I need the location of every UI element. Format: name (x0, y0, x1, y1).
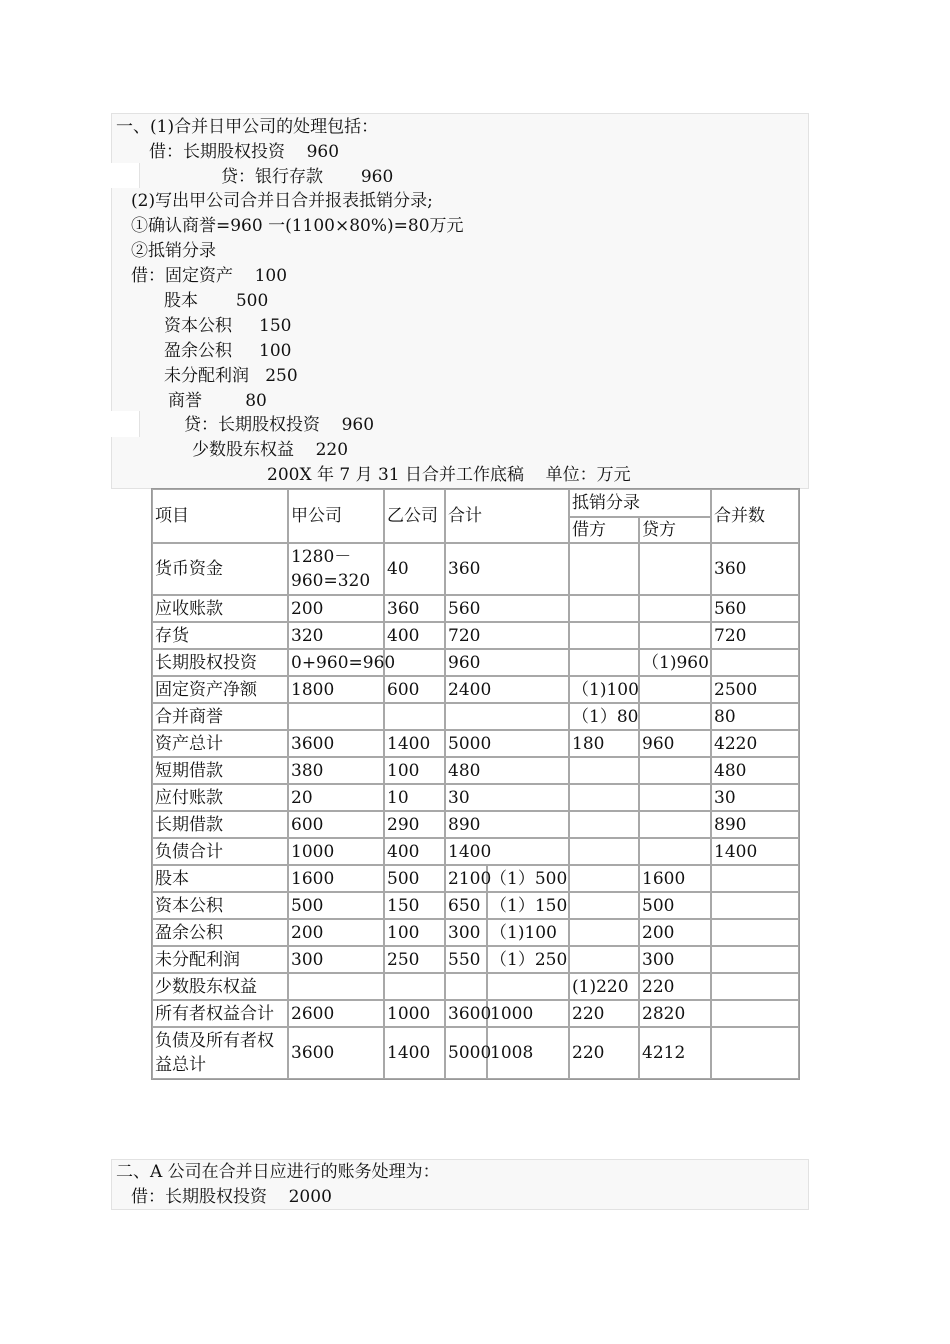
cell-debit: （1)100 (569, 676, 639, 703)
section2-heading: 二、A 公司在合并日应进行的账务处理为： (116, 1162, 440, 1182)
cell-credit (639, 757, 711, 784)
cell-company-b: 100 (384, 757, 445, 784)
cell-credit (639, 595, 711, 622)
cell-empty (711, 919, 799, 946)
elimination-line: 资本公积 150 (164, 316, 292, 336)
table-row (152, 1027, 799, 1079)
table-row (152, 730, 799, 757)
cell-debit: 1000 (487, 1000, 569, 1027)
cell-company-a: 1800 (288, 676, 384, 703)
cell-total (445, 703, 569, 730)
cell-debit (569, 838, 639, 865)
cell-total: 360 (445, 543, 569, 595)
cell-item: 所有者权益合计 (152, 1000, 288, 1027)
cell-consolidated: 1600 (639, 865, 711, 892)
table-row (152, 595, 799, 622)
cell-debit: （1）250 (487, 946, 569, 973)
panel-notch (111, 411, 140, 437)
cell-consolidated: 1400 (711, 838, 799, 865)
cell-company-b (384, 703, 445, 730)
table-row (152, 622, 799, 649)
cell-debit: 1008 (487, 1027, 569, 1079)
cell-item: 合并商誉 (152, 703, 288, 730)
cell-company-b: 1400 (384, 1027, 445, 1079)
cell-consolidated: 80 (711, 703, 799, 730)
cell-total: 550 (445, 946, 487, 973)
cell-item: 少数股东权益 (152, 973, 288, 1000)
cell-company-b: 500 (384, 865, 445, 892)
cell-credit: 960 (639, 730, 711, 757)
cell-company-a: 320 (288, 622, 384, 649)
cell-credit (569, 946, 639, 973)
cell-credit (569, 865, 639, 892)
cell-consolidated: 220 (639, 973, 711, 1000)
table-row (152, 892, 799, 919)
cell-debit (569, 543, 639, 595)
cell-company-b: 400 (384, 622, 445, 649)
cell-company-a: 2600 (288, 1000, 384, 1027)
cell-company-a: 1000 (288, 838, 384, 865)
table-row (152, 757, 799, 784)
cell-credit (569, 919, 639, 946)
table-row (152, 676, 799, 703)
cell-item: 短期借款 (152, 757, 288, 784)
cell-company-b: 290 (384, 811, 445, 838)
cell-empty (711, 865, 799, 892)
table-row (152, 811, 799, 838)
cell-consolidated: 2500 (711, 676, 799, 703)
cell-company-b: 360 (384, 595, 445, 622)
cell-consolidated: 720 (711, 622, 799, 649)
cell-credit (569, 892, 639, 919)
cell-company-b: 600 (384, 676, 445, 703)
table-row (152, 919, 799, 946)
cell-company-a: 500 (288, 892, 384, 919)
cell-total: 720 (445, 622, 569, 649)
cell-consolidated: 4212 (639, 1027, 711, 1079)
cell-item: 应付账款 (152, 784, 288, 811)
header-total: 合计 (445, 489, 569, 543)
cell-credit (639, 838, 711, 865)
table-row (152, 1000, 799, 1027)
cell-credit: （1)960 (639, 649, 711, 676)
cell-company-a: 3600 (288, 730, 384, 757)
cell-company-a (288, 703, 384, 730)
table-row (152, 649, 799, 676)
cell-total: 30 (445, 784, 569, 811)
cell-company-b: 40 (384, 543, 445, 595)
cell-credit (639, 676, 711, 703)
header-consolidated: 合并数 (711, 489, 799, 543)
table-row (152, 784, 799, 811)
cell-company-a (288, 973, 384, 1000)
cell-item: 应收账款 (152, 595, 288, 622)
cell-company-a: 0+960=960 (288, 649, 384, 676)
cell-company-b: 150 (384, 892, 445, 919)
header-company-b: 乙公司 (384, 489, 445, 543)
cell-debit (569, 784, 639, 811)
elimination-debit-line: 借：固定资产 100 (131, 266, 288, 286)
cell-credit (639, 811, 711, 838)
cell-item: 股本 (152, 865, 288, 892)
cell-company-a: 1600 (288, 865, 384, 892)
cell-company-b: 1400 (384, 730, 445, 757)
cell-credit: (1)220 (569, 973, 639, 1000)
worksheet-title: 200X 年 7 月 31 日合并工作底稿 单位：万元 (267, 465, 631, 485)
header-item: 项目 (152, 489, 288, 543)
cell-total: 2100 (445, 865, 487, 892)
cell-empty (711, 1000, 799, 1027)
cell-consolidated: 2820 (639, 1000, 711, 1027)
cell-company-a: 200 (288, 919, 384, 946)
cell-debit (569, 622, 639, 649)
section1-heading: 一、(1)合并日甲公司的处理包括： (116, 117, 379, 137)
cell-debit: （1)100 (487, 919, 569, 946)
cell-company-b (384, 973, 445, 1000)
cell-item: 资产总计 (152, 730, 288, 757)
cell-credit (639, 703, 711, 730)
cell-total: 960 (445, 649, 569, 676)
cell-credit: 220 (569, 1000, 639, 1027)
table-body (152, 543, 799, 1079)
cell-empty (711, 946, 799, 973)
cell-debit (487, 973, 569, 1000)
cell-total: 890 (445, 811, 569, 838)
cell-company-b: 100 (384, 919, 445, 946)
cell-company-a: 3600 (288, 1027, 384, 1079)
table-row (152, 865, 799, 892)
elimination-line: 少数股东权益 220 (192, 440, 349, 460)
elimination-heading: ②抵销分录 (131, 241, 216, 261)
cell-item: 未分配利润 (152, 946, 288, 973)
cell-company-a: 1280－960=320 (288, 543, 384, 595)
cell-consolidated: 560 (711, 595, 799, 622)
cell-consolidated: 4220 (711, 730, 799, 757)
cell-company-b: 1000 (384, 1000, 445, 1027)
cell-consolidated (711, 649, 799, 676)
table-row (152, 946, 799, 973)
cell-total: 560 (445, 595, 569, 622)
elimination-line: 盈余公积 100 (164, 341, 292, 361)
cell-empty (711, 892, 799, 919)
cell-total: 5000 (445, 730, 569, 757)
table-row (152, 703, 799, 730)
cell-item: 资本公积 (152, 892, 288, 919)
cell-company-a: 600 (288, 811, 384, 838)
cell-debit: 180 (569, 730, 639, 757)
cell-consolidated: 200 (639, 919, 711, 946)
table-header-row (152, 489, 799, 517)
table-row (152, 543, 799, 595)
cell-debit (569, 649, 639, 676)
cell-debit (569, 811, 639, 838)
cell-consolidated: 360 (711, 543, 799, 595)
header-company-a: 甲公司 (288, 489, 384, 543)
cell-total: 300 (445, 919, 487, 946)
cell-item: 长期股权投资 (152, 649, 288, 676)
cell-credit (639, 543, 711, 595)
cell-credit: 220 (569, 1027, 639, 1079)
cell-debit (569, 757, 639, 784)
section2-debit-line: 借：长期股权投资 2000 (131, 1187, 332, 1207)
section1-subheading: (2)写出甲公司合并日合并报表抵销分录; (131, 191, 433, 211)
cell-item: 固定资产净额 (152, 676, 288, 703)
journal-debit-line: 借：长期股权投资 960 (149, 142, 340, 162)
journal-credit-line: 贷：银行存款 960 (221, 167, 394, 187)
elimination-line: 未分配利润 250 (164, 366, 298, 386)
cell-total: 480 (445, 757, 569, 784)
cell-debit: （1）500 (487, 865, 569, 892)
cell-consolidated: 890 (711, 811, 799, 838)
cell-company-a: 300 (288, 946, 384, 973)
cell-debit: （1）80 (569, 703, 639, 730)
header-debit: 借方 (569, 517, 639, 543)
cell-company-b: 10 (384, 784, 445, 811)
cell-total: 5000 (445, 1027, 487, 1079)
elimination-line: 股本 500 (164, 291, 269, 311)
cell-item: 存货 (152, 622, 288, 649)
goodwill-line: ①确认商誉=960 一(1100×80%)=80万元 (131, 216, 464, 236)
cell-item: 盈余公积 (152, 919, 288, 946)
panel-notch (111, 163, 140, 188)
cell-total (445, 973, 487, 1000)
cell-total: 1400 (445, 838, 569, 865)
elimination-credit-line: 贷：长期股权投资 960 (184, 415, 375, 435)
cell-consolidated: 480 (711, 757, 799, 784)
cell-item: 负债及所有者权益总计 (152, 1027, 288, 1079)
cell-item: 货币资金 (152, 543, 288, 595)
cell-consolidated: 300 (639, 946, 711, 973)
cell-item: 负债合计 (152, 838, 288, 865)
cell-total: 3600 (445, 1000, 487, 1027)
consolidation-worksheet-table (151, 488, 800, 1080)
cell-consolidated: 500 (639, 892, 711, 919)
elimination-line: 商誉 80 (168, 391, 267, 411)
header-credit: 贷方 (639, 517, 711, 543)
cell-company-b: 400 (384, 838, 445, 865)
table-row (152, 838, 799, 865)
cell-company-a: 200 (288, 595, 384, 622)
header-elimination: 抵销分录 (569, 489, 711, 517)
cell-company-a: 20 (288, 784, 384, 811)
cell-debit: （1）150 (487, 892, 569, 919)
cell-empty (711, 973, 799, 1000)
cell-total: 2400 (445, 676, 569, 703)
cell-total: 650 (445, 892, 487, 919)
cell-credit (639, 622, 711, 649)
cell-empty (711, 1027, 799, 1079)
cell-company-b: 250 (384, 946, 445, 973)
cell-credit (639, 784, 711, 811)
cell-item: 长期借款 (152, 811, 288, 838)
cell-debit (569, 595, 639, 622)
table-row (152, 973, 799, 1000)
cell-company-a: 380 (288, 757, 384, 784)
cell-consolidated: 30 (711, 784, 799, 811)
